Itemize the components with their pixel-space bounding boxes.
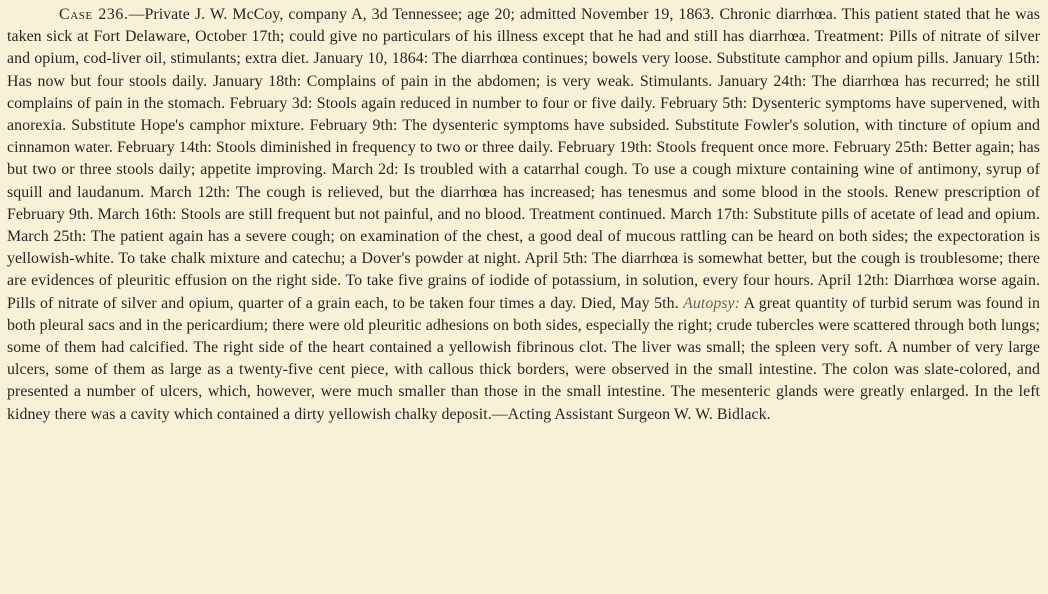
autopsy-label: Autopsy: xyxy=(683,294,740,312)
autopsy-findings-text: A great quantity of turbid serum was found in both pleural sacs and in the pericardium; there were old pleuritic adhesions on both sides, especially the right; crude tubercles were scattered through both lungs; some of them had calcified. The right side of the heart contained a yellowish fibrinous clot. The liver was small; the spleen very soft. A number of very large ulcers, some of them as large as a twenty-five cent piece, with callous thick borders, were observed in the small intestine. The colon was slate-colored, and presented a number of ulcers, which, however, were much smaller than those in the small intestine. The mesenteric glands were greatly enlarged. In the left kidney there was a cavity which contained a dirty yellowish chalky deposit.—Acting Assistant Surgeon W. W. Bidlack. xyxy=(7,294,1040,423)
case-title: Case 236. xyxy=(59,6,129,23)
case-history-text: —Private J. W. McCoy, company A, 3d Tennessee; age 20; admitted November 19, 1863. Chronic diarrhœa. This patient stated that he was taken sick at Fort Delaware, October 17th; could give no particulars of his illness except that he had and still has diarrhœa. Treatment: Pills of nitrate of silver and opium, cod-liver oil, stimulants; extra diet. January 10, 1864: The diarrhœa continues; bowels very loose. Substitute camphor and opium pills. January 15th: Has now but four stools daily. January 18th: Complains of pain in the abdomen; is very weak. Stimulants. January 24th: The diarrhœa has recurred; he still complains of pain in the stomach. February 3d: Stools again reduced in number to four or five daily. February 5th: Dysenteric symptoms have supervened, with anorexia. Substitute Hope's camphor mixture. February 9th: The dysenteric symptoms have subsided. Substitute Fowler's solution, with tincture of opium and cinnamon water. February 14th: Stools diminished in frequency to two or three daily. February 19th: Stools frequent once more. February 25th: Better again; has but two or three stools daily; appetite improving. March 2d: Is troubled with a catarrhal cough. To use a cough mixture containing wine of antimony, syrup of squill and laudanum. March 12th: The cough is relieved, but the diarrhœa has increased; has tenesmus and some blood in the stools. Renew prescription of February 9th. March 16th: Stools are still frequent but not painful, and no blood. Treatment continued. March 17th: Substitute pills of acetate of lead and opium. March 25th: The patient again has a severe cough; on examination of the chest, a good deal of mucous rattling can be heard on both sides; the expectoration is yellowish-white. To take chalk mixture and catechu; a Dover's powder at night. April 5th: The diarrhœa is somewhat better, but the cough is troublesome; there are evidences of pleuritic effusion on the right side. To take five grains of iodide of potassium, in solution, every four hours. April 12th: Diarrhœa worse again. Pills of nitrate of silver and opium, quarter of a grain each, to be taken four times a day. Died, May 5th. xyxy=(7,6,1040,312)
case-report-paragraph xyxy=(7,4,1040,426)
